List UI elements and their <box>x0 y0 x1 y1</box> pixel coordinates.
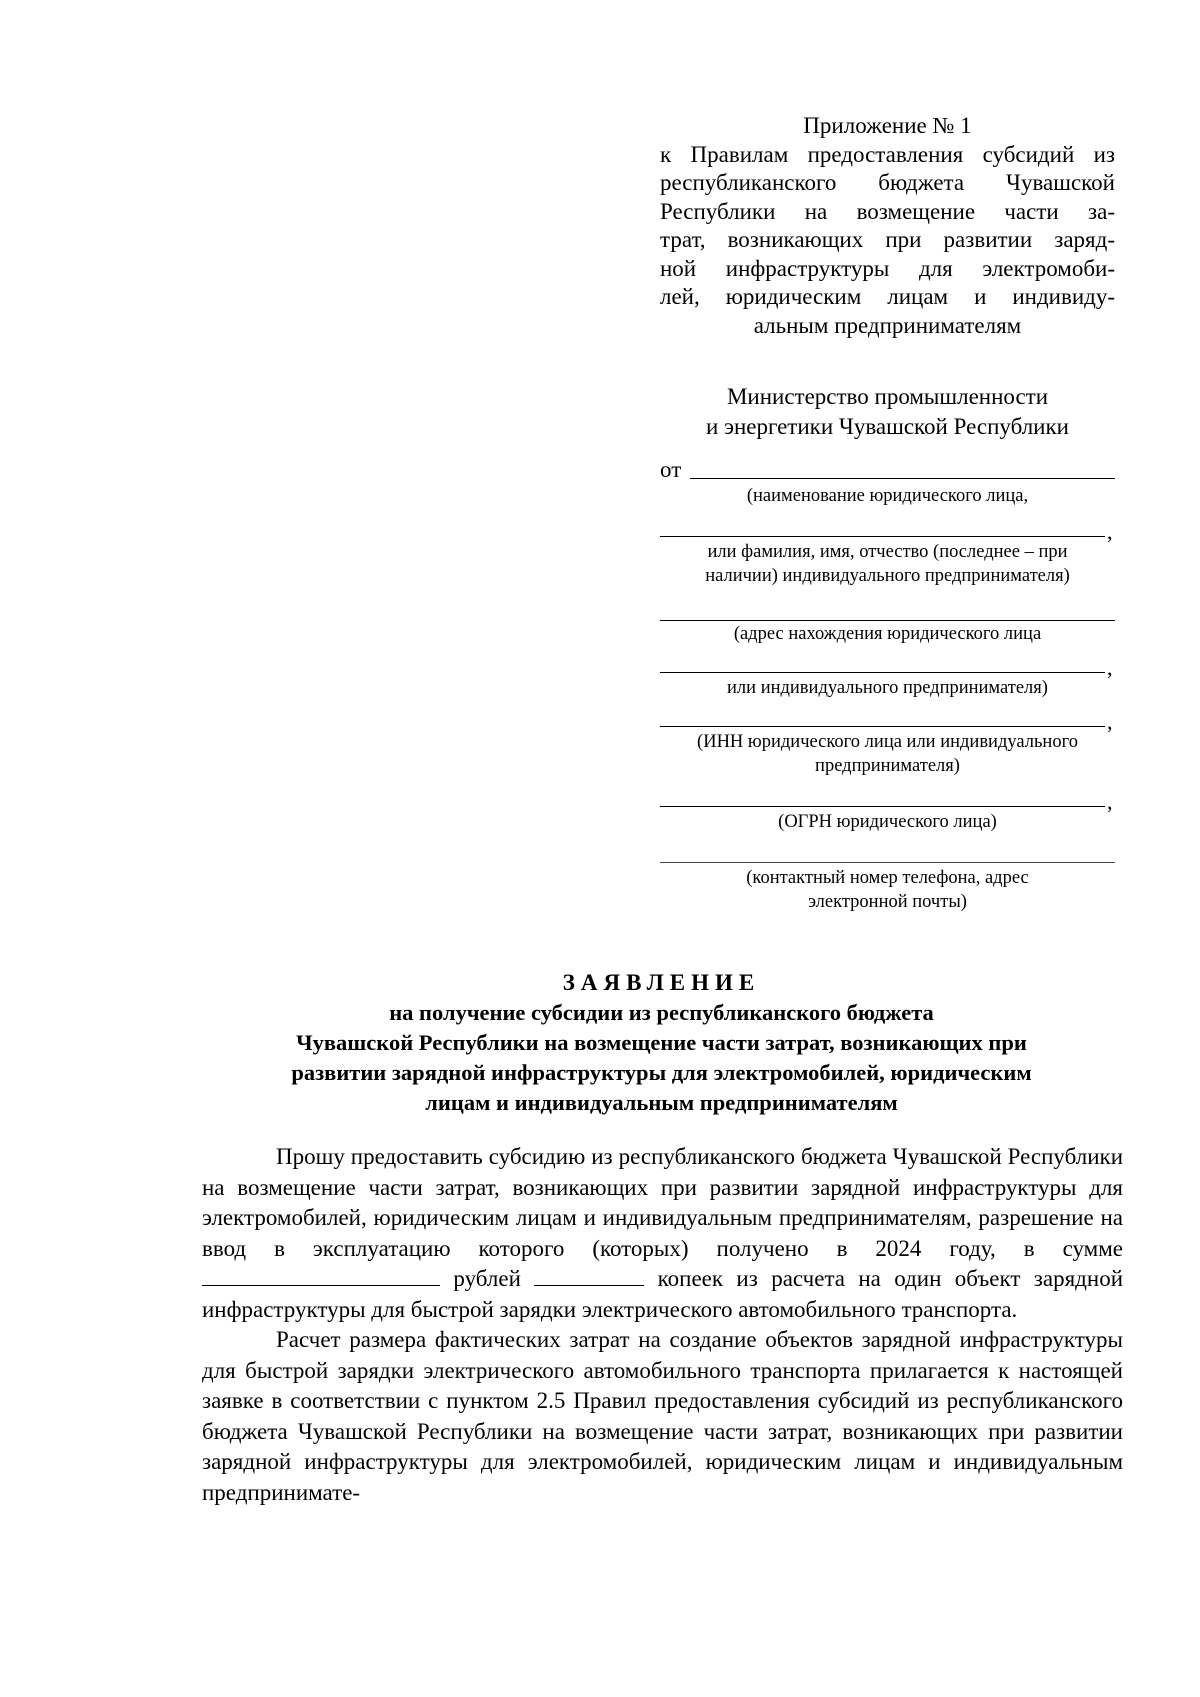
body-text <box>202 1142 1123 1508</box>
comma: , <box>1107 789 1113 814</box>
title-sub-line: лицам и индивидуальным предпринимателям <box>425 1090 898 1115</box>
hint-inn-2: предпринимателя) <box>815 756 960 776</box>
kopecks-blank[interactable] <box>534 1265 644 1286</box>
hint-name-3: наличии) индивидуального предпринимателя) <box>705 566 1070 586</box>
p1-text: Прошу предоставить субсидию из республиканского бюджета Чувашской Республики на возмещение части затрат, возникающих при развитии зарядной инфраструктуры для электромобилей, юридическим лицам и индивидуальным предпринимателям, разрешение на ввод в эксплуатацию которого (которых) получено в 2024 году, в сумме <box>202 1144 1123 1261</box>
address-line-2[interactable] <box>660 672 1105 673</box>
paragraph-2: Расчет размера фактических затрат на создание объектов зарядной инфраструктуры для быстрой зарядки электрического автомобильного транспорта прилагается к настоящей заявке в соответствии с пунктом 2.5 Правил предоставления субсидий из республиканского бюджета Чувашской Республики на возмещение части затрат, возникающих при развитии зарядной инфраструктуры для электромобилей, юридическим лицам и индивидуальным предпринимате- <box>202 1327 1123 1505</box>
hint-contact-2: электронной почты) <box>808 892 967 912</box>
appendix-line: альным предпринимателям <box>753 312 1022 338</box>
hint-address-1: (адрес нахождения юридического лица <box>733 624 1042 644</box>
appendix-line: республиканского бюджета Чувашской <box>660 170 1115 195</box>
inn-line[interactable] <box>660 726 1105 727</box>
name-line-2[interactable] <box>660 536 1105 537</box>
kopecks-label: копеек из <box>657 1266 758 1291</box>
appendix-header <box>660 112 1115 340</box>
contact-line[interactable] <box>660 862 1115 863</box>
appendix-line: к Правилам предоставления субсидий из <box>660 141 1115 167</box>
comma: , <box>1107 709 1113 734</box>
ministry-line-2: и энергетики Чувашской Республики <box>706 414 1069 439</box>
hint-address-2: или индивидуального предпринимателя) <box>727 678 1048 698</box>
p1-after: расчета на один объект зарядной инфраструктуры для быстрой зарядки электрического автомобильного транспорта. <box>202 1266 1124 1322</box>
address-line[interactable] <box>660 620 1115 621</box>
document-title <box>200 968 1123 1118</box>
hint-inn-1: (ИНН юридического лица или индивидуального <box>697 732 1078 752</box>
title-sub-line: развитии зарядной инфраструктуры для электромобилей, юридическим <box>291 1060 1032 1085</box>
hint-contact-1: (контактный номер телефона, адрес <box>746 868 1029 888</box>
hint-name-2: или фамилия, имя, отчество (последнее – при <box>707 542 1068 562</box>
comma: , <box>1107 519 1113 544</box>
name-line[interactable] <box>690 478 1115 479</box>
comma: , <box>1107 655 1113 680</box>
appendix-line: Республики на возмещение части за- <box>660 198 1115 224</box>
hint-ogrn: (ОГРН юридического лица) <box>778 812 997 832</box>
applicant-form <box>660 456 1115 1256</box>
title-sub-line: Чувашской Республики на возмещение части затрат, возникающих при <box>296 1030 1027 1055</box>
addressee <box>660 382 1115 442</box>
title-main: ЗАЯВЛЕНИЕ <box>562 970 761 995</box>
appendix-line: лей, юридическим лицам и индивиду- <box>660 284 1115 309</box>
hint-name-1: (наименование юридического лица, <box>746 486 1029 506</box>
title-sub-line: на получение субсидии из республиканского бюджета <box>389 1000 934 1025</box>
appendix-line: трат, возникающих при развитии заряд- <box>660 227 1115 252</box>
paragraph-1 <box>202 1142 1123 1325</box>
rubles-blank[interactable] <box>202 1265 440 1286</box>
appendix-line: ной инфраструктуры для электромоби- <box>660 255 1115 281</box>
ogrn-line[interactable] <box>660 806 1105 807</box>
appendix-line: Приложение № 1 <box>803 113 972 138</box>
ministry-line-1: Министерство промышленности <box>726 384 1049 409</box>
rubles-label: рублей <box>453 1266 521 1291</box>
from-label: от <box>660 457 682 482</box>
